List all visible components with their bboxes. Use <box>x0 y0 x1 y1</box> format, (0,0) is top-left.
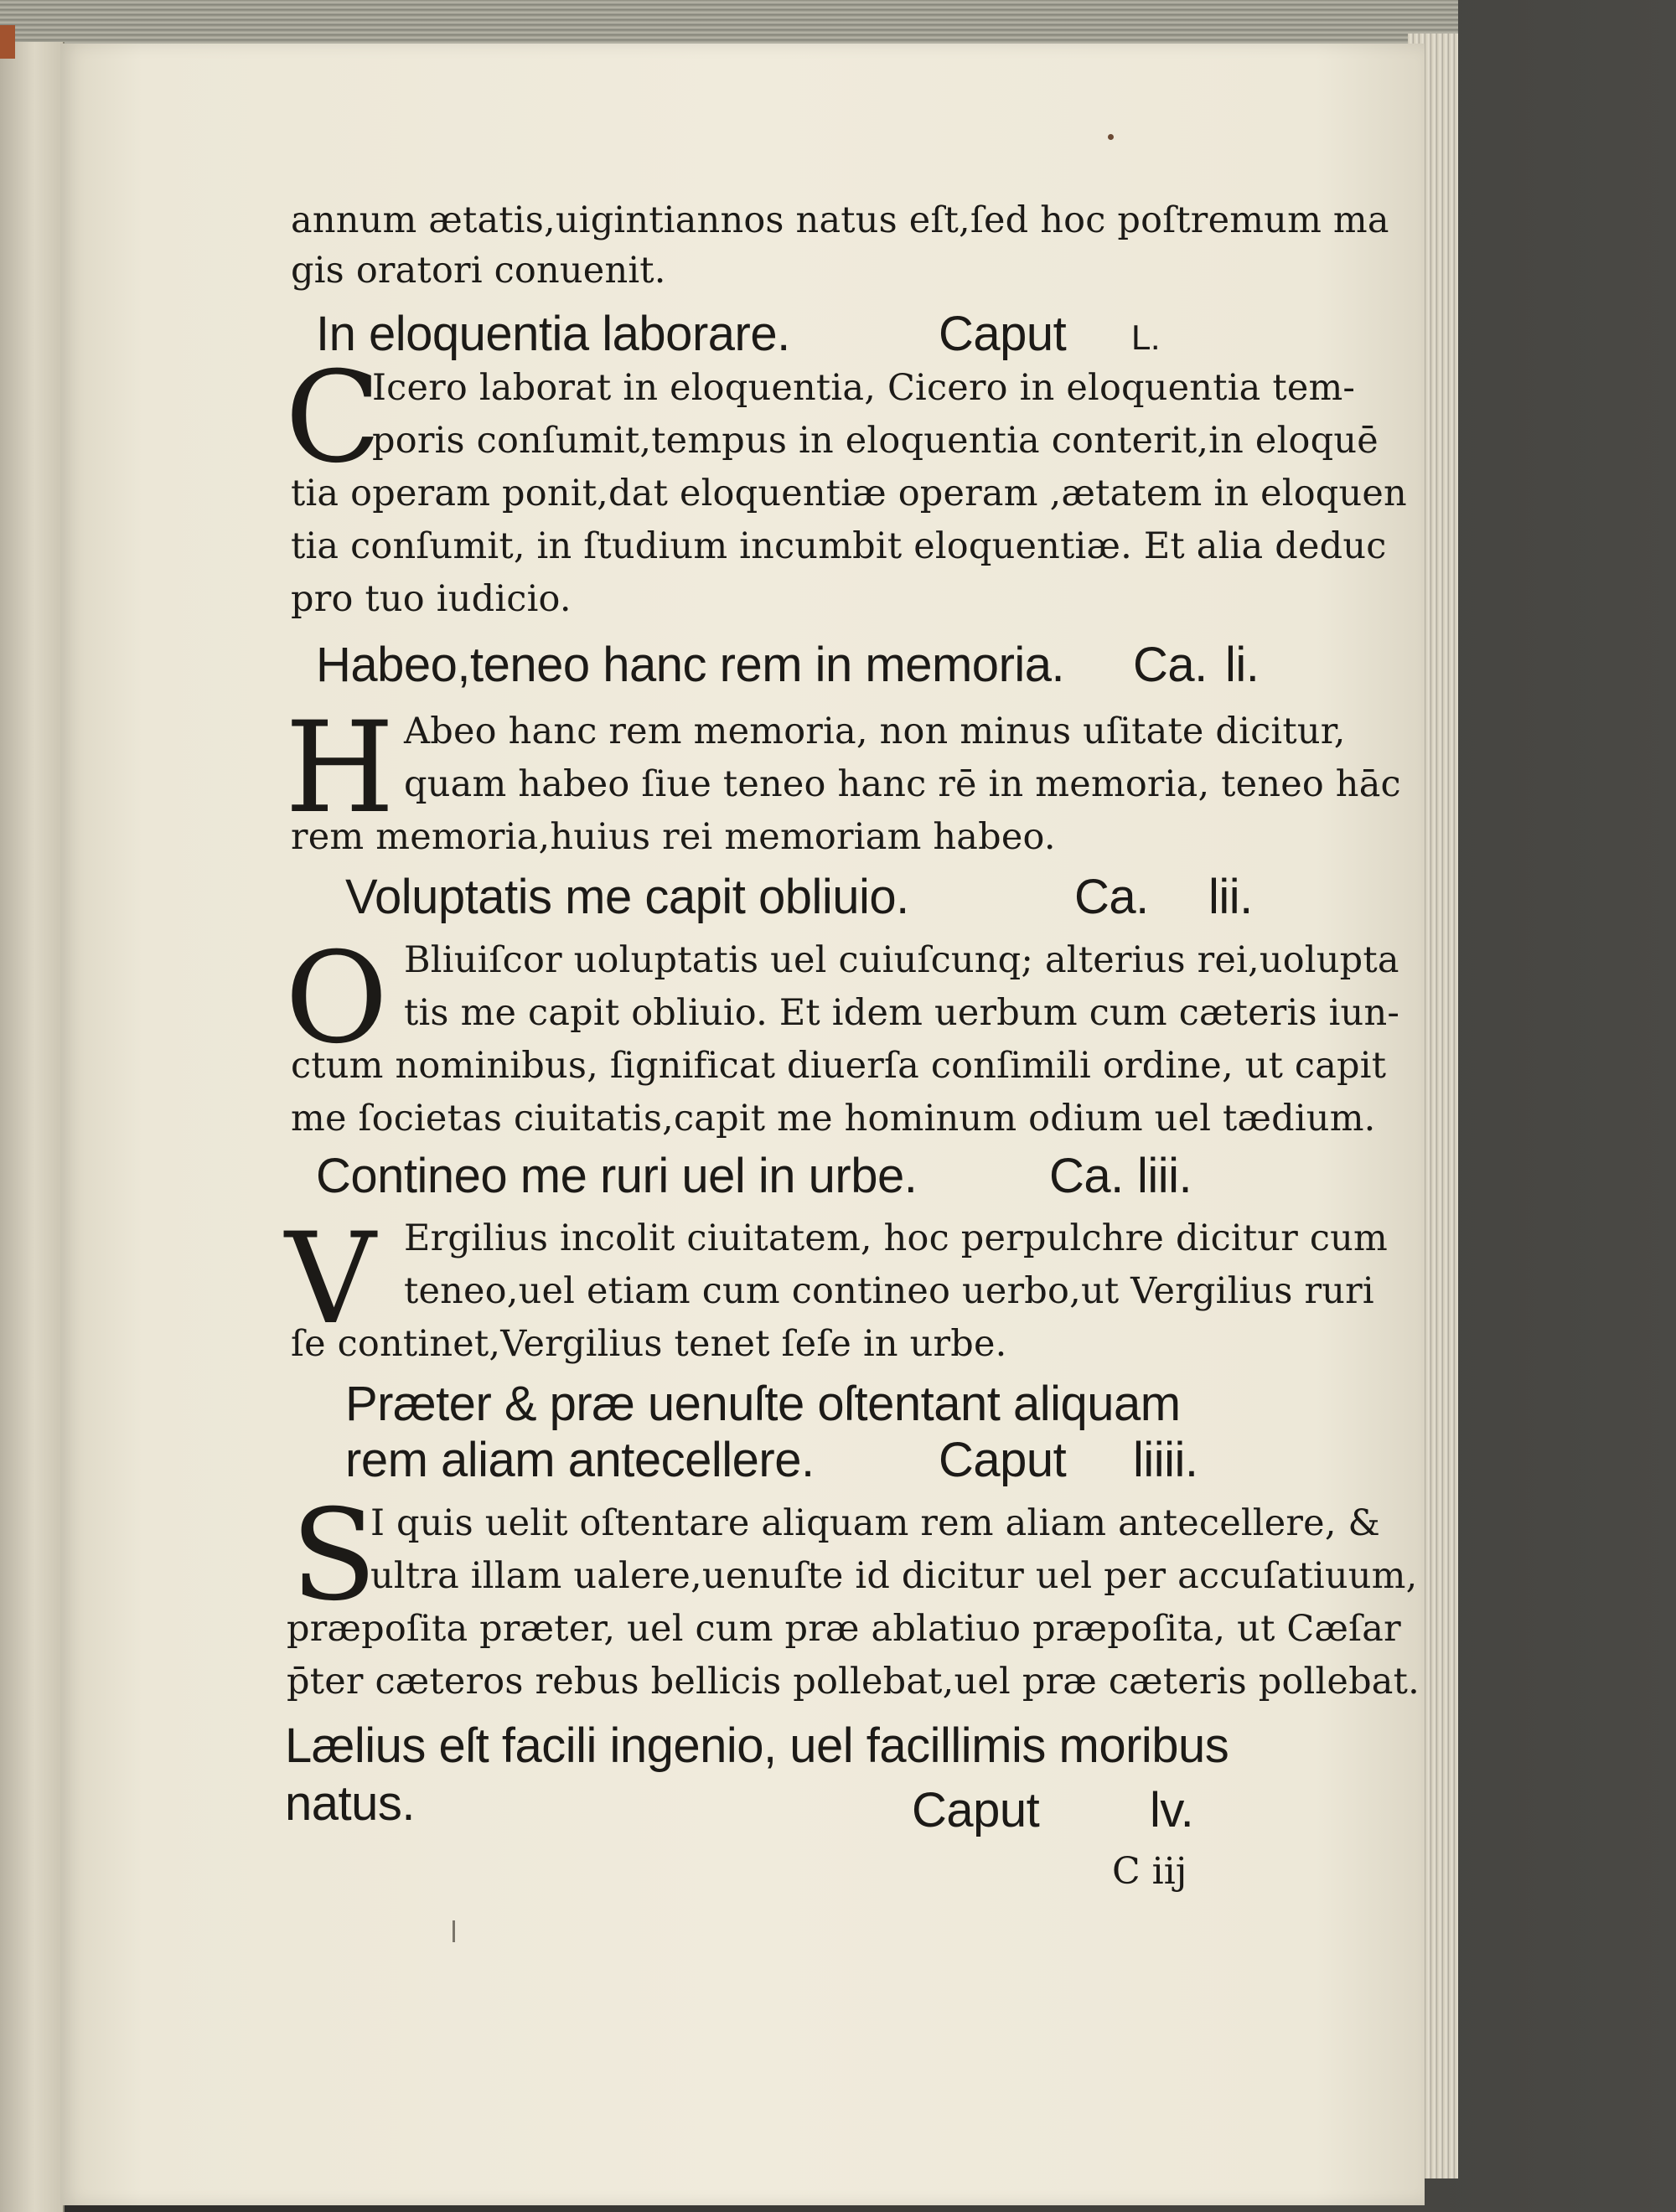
signature-mark: C iij <box>1112 1850 1187 1893</box>
initial-capital: H <box>285 695 395 841</box>
text-line: præpoſita præter, uel cum præ ablatiuo præpoſita, ut Cæſar <box>287 1608 1401 1650</box>
text-line: p̄ter cæteros rebus bellicis pollebat,uel præ cæteris pollebat. <box>287 1661 1420 1703</box>
caput-label: Caput <box>939 1433 1067 1487</box>
caput-number: lv. <box>1150 1783 1194 1837</box>
caput-number: lii. <box>1208 870 1253 924</box>
caput-number: liiii. <box>1133 1433 1198 1487</box>
ink-spot <box>1108 134 1114 140</box>
text-line: ctum nominibus, ſignificat diuerſa conſimili ordine, ut capit <box>291 1045 1387 1087</box>
text-line: rem memoria,huius rei memoriam habeo. <box>291 816 1056 858</box>
text-line: tia conſumit, in ſtudium incumbit eloquentiæ. Et alia deduc <box>291 525 1387 567</box>
text-line: tia operam ponit,dat eloquentiæ operam ,ætatem in eloquen <box>291 473 1407 514</box>
caput-label: Ca. <box>1133 638 1208 692</box>
section-heading: Habeo,teneo hanc rem in memoria. <box>316 638 1065 692</box>
section-heading: rem aliam antecellere. <box>345 1433 815 1487</box>
section-heading: Lælius eſt facili ingenio, uel facillimis moribus <box>285 1718 1229 1773</box>
text-line: quam habeo ſiue teneo hanc rē in memoria, teneo hāc <box>404 763 1401 805</box>
initial-capital: O <box>285 926 388 1072</box>
stray-mark <box>453 1920 455 1942</box>
caput-label: Caput <box>939 307 1067 361</box>
text-line: me ſocietas ciuitatis,capit me hominum odium uel tædium. <box>291 1098 1376 1140</box>
text-line: annum ætatis,uigintiannos natus eſt,ſed hoc poſtremum ma <box>291 199 1389 241</box>
text-line: Icero laborat in eloquentia, Cicero in eloquentia tem- <box>372 367 1356 409</box>
text-line: gis oratori conuenit. <box>291 250 666 292</box>
caput-label: Ca. <box>1049 1149 1124 1203</box>
text-line: pro tuo iudicio. <box>291 578 572 620</box>
caput-label: Caput <box>912 1783 1040 1837</box>
text-line: I quis uelit oſtentare aliquam rem aliam antecellere, & <box>370 1502 1381 1544</box>
text-line: teneo,uel etiam cum contineo uerbo,ut Vergilius ruri <box>404 1270 1374 1312</box>
section-heading: Contineo me ruri uel in urbe. <box>316 1149 918 1203</box>
caput-label: Ca. <box>1074 870 1149 924</box>
caput-number: li. <box>1225 638 1260 692</box>
section-heading: natus. <box>285 1776 415 1831</box>
text-line: ſe continet,Vergilius tenet ſeſe in urbe. <box>291 1323 1007 1365</box>
text-line: Abeo hanc rem memoria, non minus uſitate dicitur, <box>404 711 1346 752</box>
text-line: ultra illam ualere,uenuſte id dicitur uel per accuſatiuum, <box>370 1555 1418 1597</box>
caput-number: liii. <box>1137 1149 1192 1203</box>
caput-number: L. <box>1131 318 1161 357</box>
text-line: Ergilius incolit ciuitatem, hoc perpulchre dicitur cum <box>404 1217 1389 1259</box>
book-page <box>60 44 1425 2205</box>
initial-capital: S <box>291 1483 377 1629</box>
initial-capital: C <box>285 345 381 491</box>
bookmark-ribbon <box>0 25 15 59</box>
text-line: tis me capit obliuio. Et idem uerbum cum cæteris iun- <box>404 992 1400 1034</box>
text-line: Bliuiſcor uoluptatis uel cuiuſcunq; alterius rei,uolupta <box>404 939 1399 981</box>
section-heading: Præter & præ uenuſte oſtentant aliquam <box>345 1377 1181 1431</box>
section-heading: In eloquentia laborare. <box>316 307 790 361</box>
initial-capital: V <box>285 1207 376 1352</box>
text-line: poris conſumit,tempus in eloquentia conterit,in eloquē <box>372 420 1379 462</box>
section-heading: Voluptatis me capit obliuio. <box>345 870 909 924</box>
facing-page-edge <box>0 42 65 2212</box>
